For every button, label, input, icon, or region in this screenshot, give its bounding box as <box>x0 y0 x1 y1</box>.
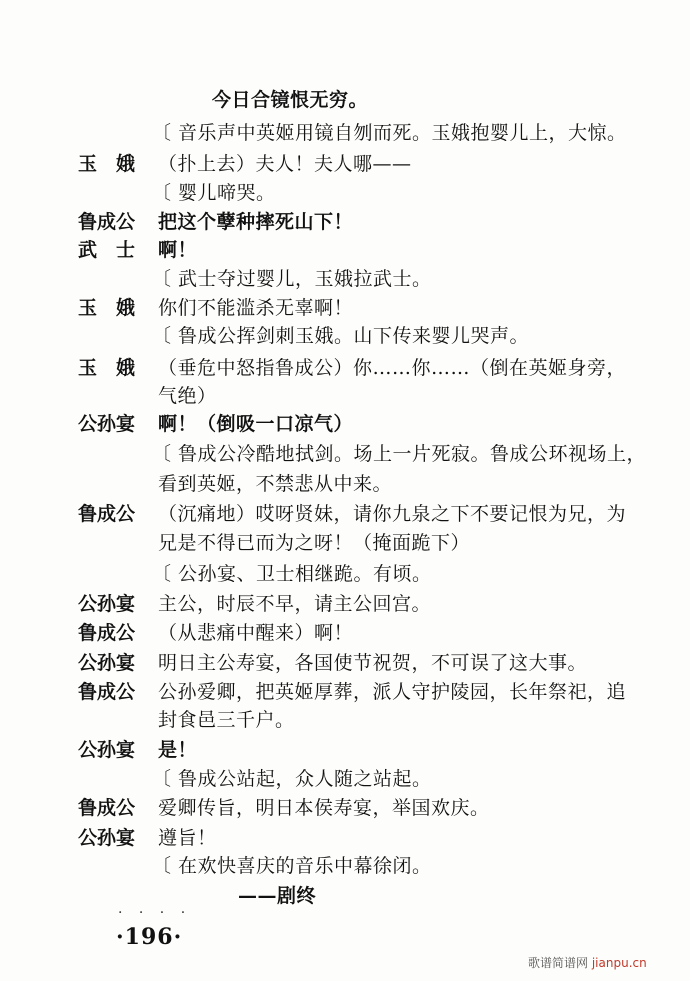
speaker-label: 玉 娥 <box>78 357 136 379</box>
page-number: ·196· <box>116 924 183 950</box>
page-decoration: · · · · <box>118 905 192 921</box>
stage-direction: 〔 鲁成公站起，众人随之站起。 <box>152 768 432 790</box>
dialogue-line: （沉痛地）哎呀贤妹，请你九泉之下不要记恨为兄，为 <box>158 503 627 525</box>
watermark <box>528 954 647 971</box>
speaker-label: 公孙宴 <box>78 593 136 615</box>
speaker-label: 鲁成公 <box>78 681 136 703</box>
speaker-label: 公孙宴 <box>78 739 136 761</box>
speaker-label: 公孙宴 <box>78 827 136 849</box>
stage-direction: 看到英姬，不禁悲从中来。 <box>158 473 393 495</box>
title-line: 今日合镜恨无穷。 <box>212 89 369 111</box>
dialogue-line: 爱卿传旨，明日本侯寿宴，举国欢庆。 <box>158 797 490 819</box>
stage-direction: 〔 鲁成公挥剑刺玉娥。山下传来婴儿哭声。 <box>152 325 530 347</box>
end-mark: ——剧终 <box>238 885 317 907</box>
dialogue-line: 封食邑三千户。 <box>158 709 295 731</box>
watermark-url: jianpu.cn <box>591 956 647 970</box>
dialogue-line: 公孙爱卿，把英姬厚葬，派人守护陵园，长年祭祀，追 <box>158 681 627 703</box>
dialogue-line: 兄是不得已而为之呀！（掩面跪下） <box>158 532 471 554</box>
speaker-label: 公孙宴 <box>78 413 136 435</box>
speaker-label: 武 士 <box>78 239 136 261</box>
dialogue-line: 你们不能滥杀无辜啊！ <box>158 297 354 319</box>
speaker-label: 公孙宴 <box>78 652 136 674</box>
dialogue-line: 是！ <box>158 739 198 761</box>
dialogue-line: 明日主公寿宴，各国使节祝贺，不可误了这大事。 <box>158 652 588 674</box>
stage-direction: 〔 在欢快喜庆的音乐中幕徐闭。 <box>152 855 432 877</box>
stage-direction: 〔 音乐声中英姬用镜自刎而死。玉娥抱婴儿上，大惊。 <box>152 122 627 144</box>
speaker-label: 鲁成公 <box>78 211 136 233</box>
speaker-label: 玉 娥 <box>78 297 136 319</box>
stage-direction: 〔 武士夺过婴儿，玉娥拉武士。 <box>152 268 432 290</box>
watermark-cn: 歌谱简谱网 <box>528 956 589 970</box>
dialogue-line: 啊！ <box>158 239 198 261</box>
dialogue-line: 遵旨！ <box>158 827 217 849</box>
stage-direction: 〔 鲁成公冷酷地拭剑。场上一片死寂。鲁成公环视场上， <box>152 443 647 465</box>
stage-direction: 〔 婴儿啼哭。 <box>152 182 276 204</box>
speaker-label: 鲁成公 <box>78 622 136 644</box>
speaker-label: 鲁成公 <box>78 797 136 819</box>
speaker-label: 鲁成公 <box>78 503 136 525</box>
dialogue-line: 主公，时辰不早，请主公回宫。 <box>158 593 432 615</box>
dialogue-line: 把这个孽种摔死山下！ <box>158 211 354 233</box>
dialogue-line: 啊！（倒吸一口凉气） <box>158 413 354 435</box>
dialogue-line: （垂危中怒指鲁成公）你……你……（倒在英姬身旁， <box>158 357 627 379</box>
speaker-label: 玉 娥 <box>78 153 136 175</box>
stage-direction: 〔 公孙宴、卫士相继跪。有顷。 <box>152 563 432 585</box>
dialogue-line: （扑上去）夫人！夫人哪—— <box>158 153 412 175</box>
dialogue-line: 气绝） <box>158 385 217 407</box>
dialogue-line: （从悲痛中醒来）啊！ <box>158 622 354 644</box>
